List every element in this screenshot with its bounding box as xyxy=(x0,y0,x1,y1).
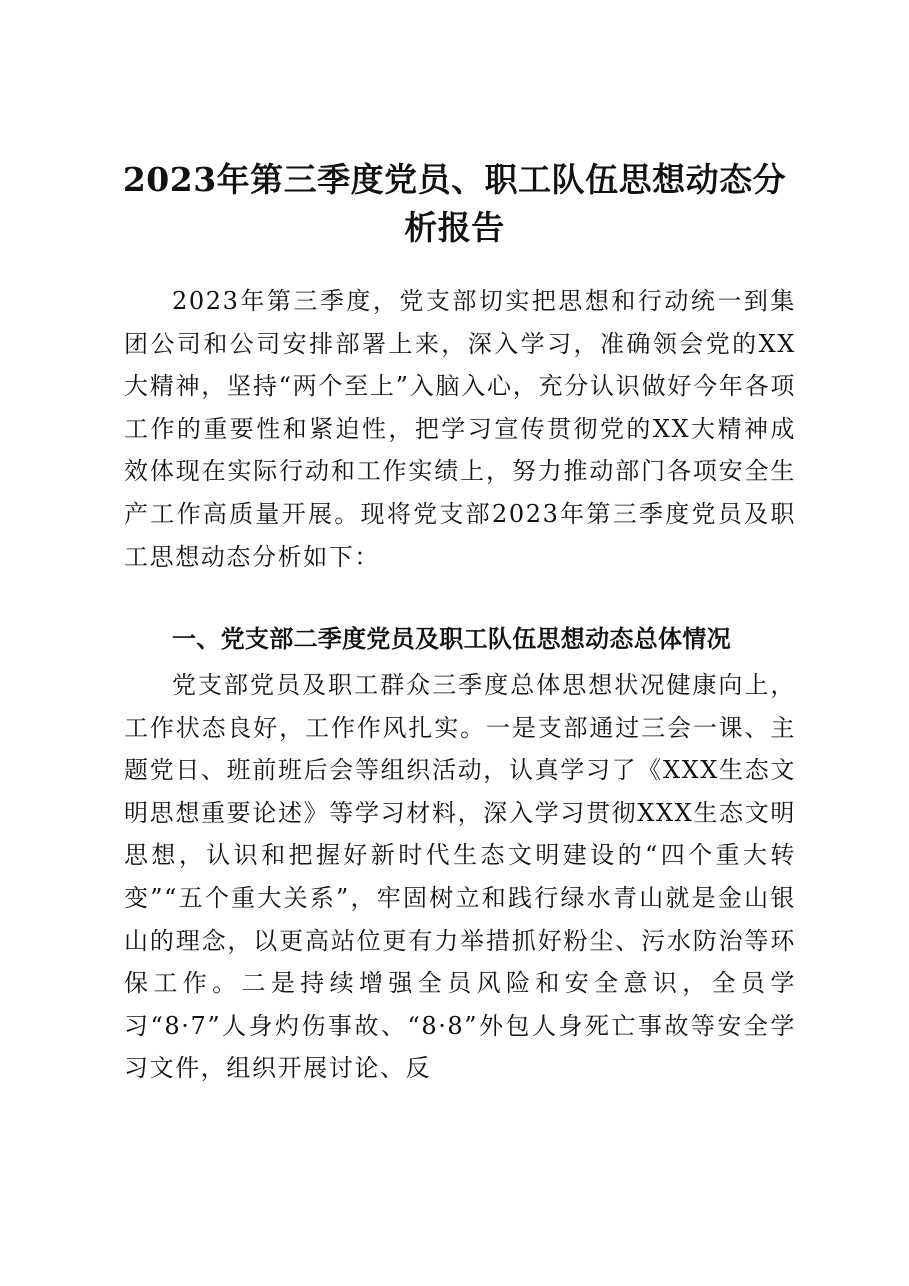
section-1-heading: 一、党支部二季度党员及职工队伍思想动态总体情况 xyxy=(172,624,731,653)
document-title: 2023年第三季度党员、职工队伍思想动态分析报告 xyxy=(122,160,787,247)
section-1-paragraph: 党支部党员及职工群众三季度总体思想状况健康向上，工作状态良好，工作作风扎实。一是支部通过三会一课、主题党日、班前班后会等组织活动，认真学习了《XXX生态文明思想重要论述》等学习材料，深入学习贯彻XXX生态文明思想，认识和把握好新时代生态文明建设的“四个重大转变”“五个重大关系”，牢固树立和践行绿水青山就是金山银山的理念，以更高站位更有力举措抓好粉尘、污水防治等环保工作。二是持续增强全员风险和安全意识，全员学习“8·7”人身灼伤事故、“8·8”外包人身死亡事故等安全学习文件，组织开展讨论、反 xyxy=(124,671,796,1083)
intro-paragraph: 2023年第三季度，党支部切实把思想和行动统一到集团公司和公司安排部署上来，深入学习，准确领会党的XX大精神，坚持“两个至上”入脑入心，充分认识做好今年各项工作的重要性和紧迫性，把学习宣传贯彻党的XX大精神成效体现在实际行动和工作实绩上，努力推动部门各项安全生产工作高质量开展。现将党支部2023年第三季度党员及职工思想动态分析如下： xyxy=(124,287,796,571)
